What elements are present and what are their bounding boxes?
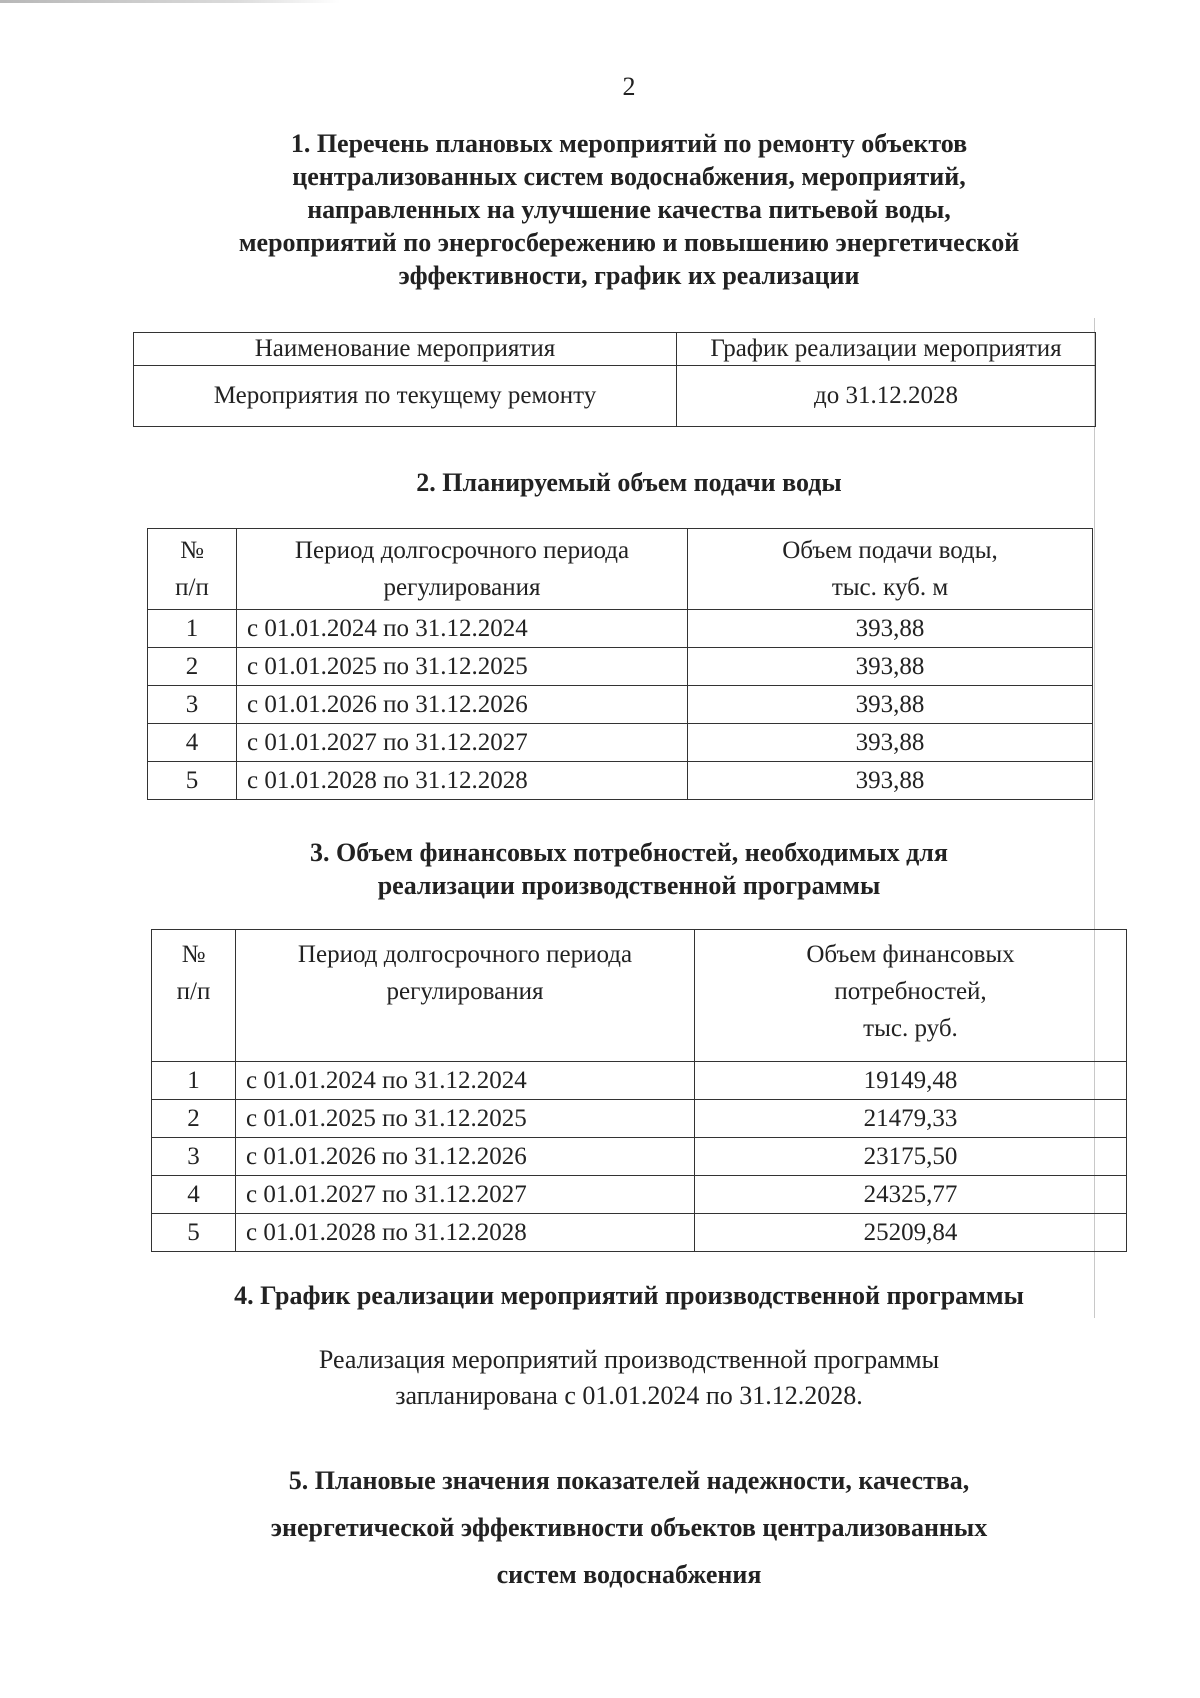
table-row (152, 1214, 1127, 1252)
section1-title-line: эффективности, график их реализации (398, 261, 860, 290)
table-cell: 24325,77 (695, 1176, 1127, 1214)
section3-title-line: реализации производственной программы (377, 871, 881, 900)
header-line: регулирования (386, 978, 544, 1005)
table-header-cell (237, 529, 688, 610)
header-line: регулирования (383, 574, 541, 601)
table-row (152, 1062, 1127, 1100)
section2-title: 2. Планируемый объем подачи воды (416, 468, 842, 497)
table-cell: до 31.12.2028 (677, 366, 1096, 427)
table-cell: 5 (148, 762, 237, 800)
table-cell: 393,88 (688, 724, 1093, 762)
section1-title-line: централизованных систем водоснабжения, мероприятий, (292, 162, 966, 191)
table-cell: 393,88 (688, 610, 1093, 648)
table-cell: с 01.01.2028 по 31.12.2028 (237, 762, 688, 800)
section3-table (151, 929, 1127, 1252)
scan-edge-top (0, 0, 340, 3)
section5-title-line: 5. Плановые значения показателей надежности, качества, (288, 1466, 970, 1495)
table-cell: 393,88 (688, 686, 1093, 724)
table-cell: 393,88 (688, 762, 1093, 800)
table-row (148, 648, 1093, 686)
table-header-cell: Наименование мероприятия (134, 333, 677, 366)
header-line: Период долгосрочного периода (297, 941, 633, 968)
table-cell: Мероприятия по текущему ремонту (134, 366, 677, 427)
table-cell: с 01.01.2027 по 31.12.2027 (236, 1176, 695, 1214)
table-cell: с 01.01.2028 по 31.12.2028 (236, 1214, 695, 1252)
table-row (148, 610, 1093, 648)
section3-title-line: 3. Объем финансовых потребностей, необходимых для (310, 838, 948, 867)
section3-title (0, 836, 1200, 902)
table-row (152, 1138, 1127, 1176)
header-line: Объем подачи воды, (782, 537, 998, 564)
table-cell: 3 (152, 1138, 236, 1176)
section4-text-line: Реализация мероприятий производственной программы (318, 1345, 940, 1374)
table-header-cell (148, 529, 237, 610)
table-cell: 19149,48 (695, 1062, 1127, 1100)
header-line: Объем финансовых (806, 941, 1015, 968)
section4-text (0, 1342, 1200, 1414)
section1-title (0, 127, 1200, 292)
section2-table (147, 528, 1093, 800)
table-header-cell (236, 930, 695, 1062)
table-header-row (152, 930, 1127, 1062)
table-cell: с 01.01.2026 по 31.12.2026 (236, 1138, 695, 1176)
table-header-cell: График реализации мероприятия (677, 333, 1096, 366)
section1-title-line: мероприятий по энергосбережению и повышению энергетической (238, 228, 1020, 257)
table-header-row (148, 529, 1093, 610)
table-cell: 4 (148, 724, 237, 762)
table-cell: 21479,33 (695, 1100, 1127, 1138)
section4-title: 4. График реализации мероприятий производственной программы (234, 1281, 1024, 1310)
table-row (134, 366, 1096, 427)
table-row (148, 686, 1093, 724)
table-cell: с 01.01.2027 по 31.12.2027 (237, 724, 688, 762)
header-line: тыс. руб. (863, 1015, 958, 1042)
table-cell: с 01.01.2025 по 31.12.2025 (237, 648, 688, 686)
table-cell: с 01.01.2026 по 31.12.2026 (237, 686, 688, 724)
table-cell: 393,88 (688, 648, 1093, 686)
section5-title (0, 1457, 1200, 1598)
section5-title-line: систем водоснабжения (496, 1560, 762, 1589)
table-cell: с 01.01.2025 по 31.12.2025 (236, 1100, 695, 1138)
table-cell: 1 (148, 610, 237, 648)
header-line: п/п (175, 574, 209, 601)
header-line: Период долгосрочного периода (294, 537, 630, 564)
section5-title-line: энергетической эффективности объектов централизованных (270, 1513, 988, 1542)
table-cell: 23175,50 (695, 1138, 1127, 1176)
section4-text-line: запланирована с 01.01.2024 по 31.12.2028. (395, 1381, 863, 1410)
section1-title-line: направленных на улучшение качества питьевой воды, (307, 195, 951, 224)
header-line: № (181, 941, 206, 968)
table-cell: 3 (148, 686, 237, 724)
section1-table (133, 332, 1096, 427)
table-cell: с 01.01.2024 по 31.12.2024 (236, 1062, 695, 1100)
table-row (152, 1176, 1127, 1214)
page-number: 2 (622, 72, 636, 101)
table-cell: 4 (152, 1176, 236, 1214)
table-cell: 25209,84 (695, 1214, 1127, 1252)
table-header-cell (695, 930, 1127, 1062)
section1-title-line: 1. Перечень плановых мероприятий по ремонту объектов (290, 129, 968, 158)
table-header-cell (688, 529, 1093, 610)
header-line: п/п (176, 978, 211, 1005)
table-cell: с 01.01.2024 по 31.12.2024 (237, 610, 688, 648)
table-cell: 2 (152, 1100, 236, 1138)
table-row (152, 1100, 1127, 1138)
table-row (148, 724, 1093, 762)
table-cell: 5 (152, 1214, 236, 1252)
table-cell: 1 (152, 1062, 236, 1100)
header-line: потребностей, (834, 978, 987, 1005)
table-row (148, 762, 1093, 800)
header-line: № (180, 537, 204, 564)
header-line: тыс. куб. м (831, 574, 949, 601)
table-header-cell (152, 930, 236, 1062)
table-header-row (134, 333, 1096, 366)
table-cell: 2 (148, 648, 237, 686)
